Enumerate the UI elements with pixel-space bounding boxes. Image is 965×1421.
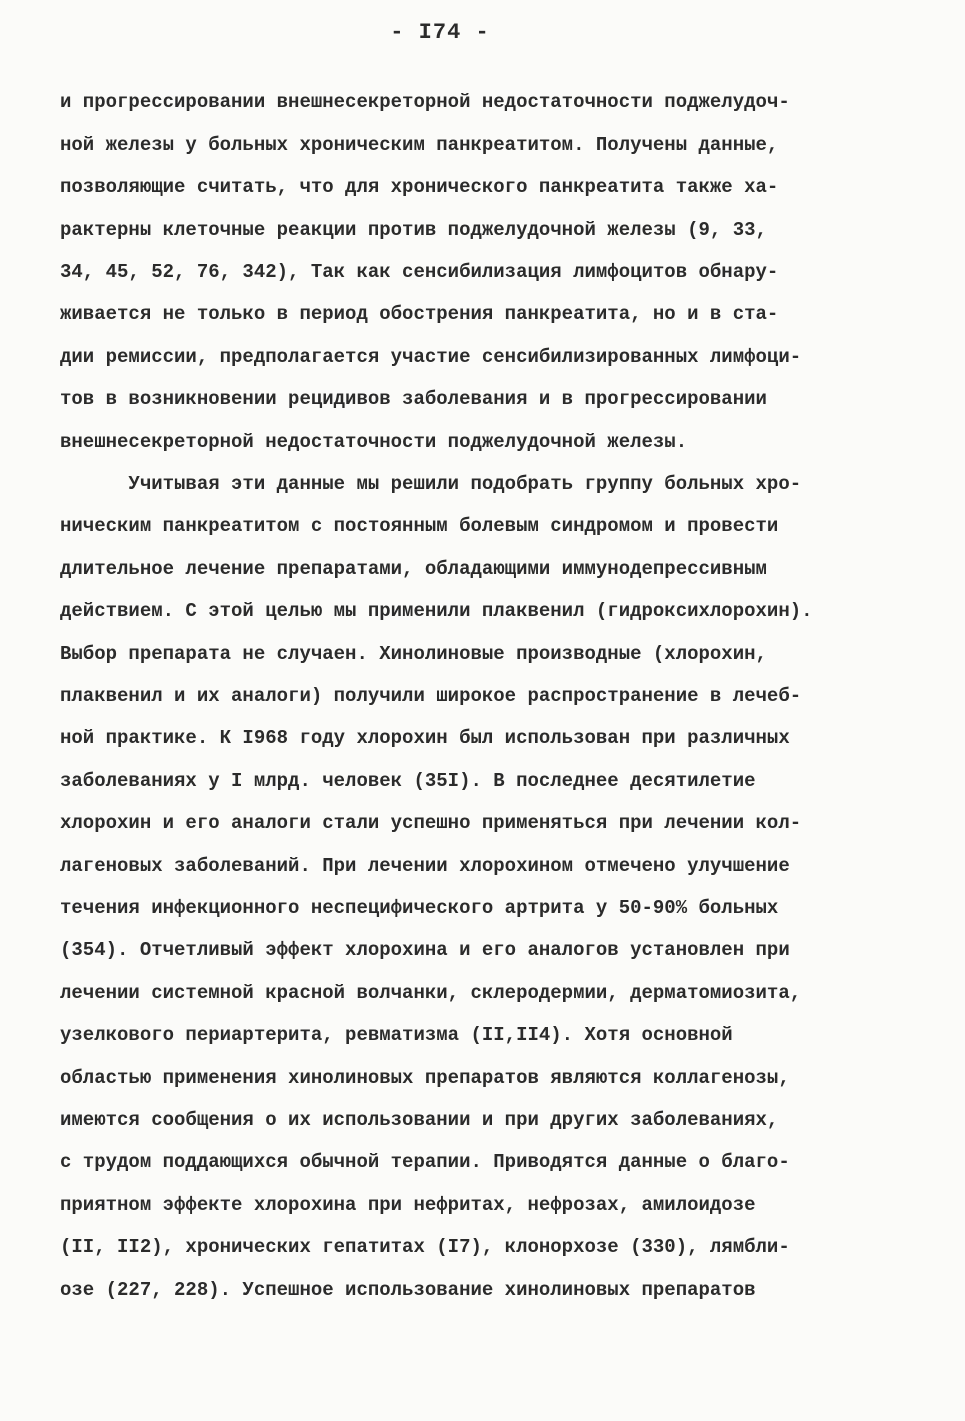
text-line: длительное лечение препаратами, обладающими иммунодепрессивным	[60, 558, 767, 580]
text-line: ническим панкреатитом с постоянным болевым синдромом и провести	[60, 515, 779, 537]
text-line: хлорохин и его аналоги стали успешно применяться при лечении кол-	[60, 812, 802, 834]
text-line: живается не только в период обострения панкреатита, но и в ста-	[60, 303, 779, 325]
text-line: действием. С этой целью мы применили плаквенил (гидроксихлорохин).	[60, 600, 813, 622]
text-line: дии ремиссии, предполагается участие сенсибилизированных лимфоци-	[60, 346, 802, 368]
text-line: тов в возникновении рецидивов заболевания и в прогрессировании	[60, 388, 767, 410]
text-line: рактерны клеточные реакции против поджелудочной железы (9, 33,	[60, 219, 767, 241]
text-line: и прогрессировании внешнесекреторной недостаточности поджелудоч-	[60, 91, 790, 113]
text-line: лагеновых заболеваний. При лечении хлорохином отмечено улучшение	[60, 855, 790, 877]
text-line: Выбор препарата не случаен. Хинолиновые производные (хлорохин,	[60, 643, 767, 665]
text-line: Учитывая эти данные мы решили подобрать группу больных хро-	[60, 473, 802, 495]
text-line: (II, II2), хронических гепатитах (I7), клонорхозе (330), лямбли-	[60, 1236, 790, 1258]
text-line: позволяющие считать, что для хронического панкреатита также ха-	[60, 176, 779, 198]
text-line: озе (227, 228). Успешное использование хинолиновых препаратов	[60, 1279, 756, 1301]
text-line: с трудом поддающихся обычной терапии. Приводятся данные о благо-	[60, 1151, 790, 1173]
text-line: областью применения хинолиновых препаратов являются коллагенозы,	[60, 1067, 790, 1089]
text-line: приятном эффекте хлорохина при нефритах, нефрозах, амилоидозе	[60, 1194, 756, 1216]
text-line: 34, 45, 52, 76, 342), Так как сенсибилизация лимфоцитов обнару-	[60, 261, 779, 283]
text-line: течения инфекционного неспецифического артрита у 50-90% больных	[60, 897, 779, 919]
text-line: (354). Отчетливый эффект хлорохина и его аналогов установлен при	[60, 939, 790, 961]
text-line: плаквенил и их аналоги) получили широкое распространение в лечеб-	[60, 685, 802, 707]
text-line: узелкового периартерита, ревматизма (II,II4). Хотя основной	[60, 1024, 733, 1046]
text-line: внешнесекреторной недостаточности поджелудочной железы.	[60, 431, 688, 453]
text-line: заболеваниях у I млрд. человек (35I). В последнее десятилетие	[60, 770, 756, 792]
page-number: - I74 -	[390, 20, 490, 45]
text-line: имеются сообщения о их использовании и при других заболеваниях,	[60, 1109, 779, 1131]
text-line: ной железы у больных хроническим панкреатитом. Получены данные,	[60, 134, 779, 156]
text-line: лечении системной красной волчанки, склеродермии, дерматомиозита,	[60, 982, 802, 1004]
text-line: ной практике. К I968 году хлорохин был использован при различных	[60, 727, 790, 749]
